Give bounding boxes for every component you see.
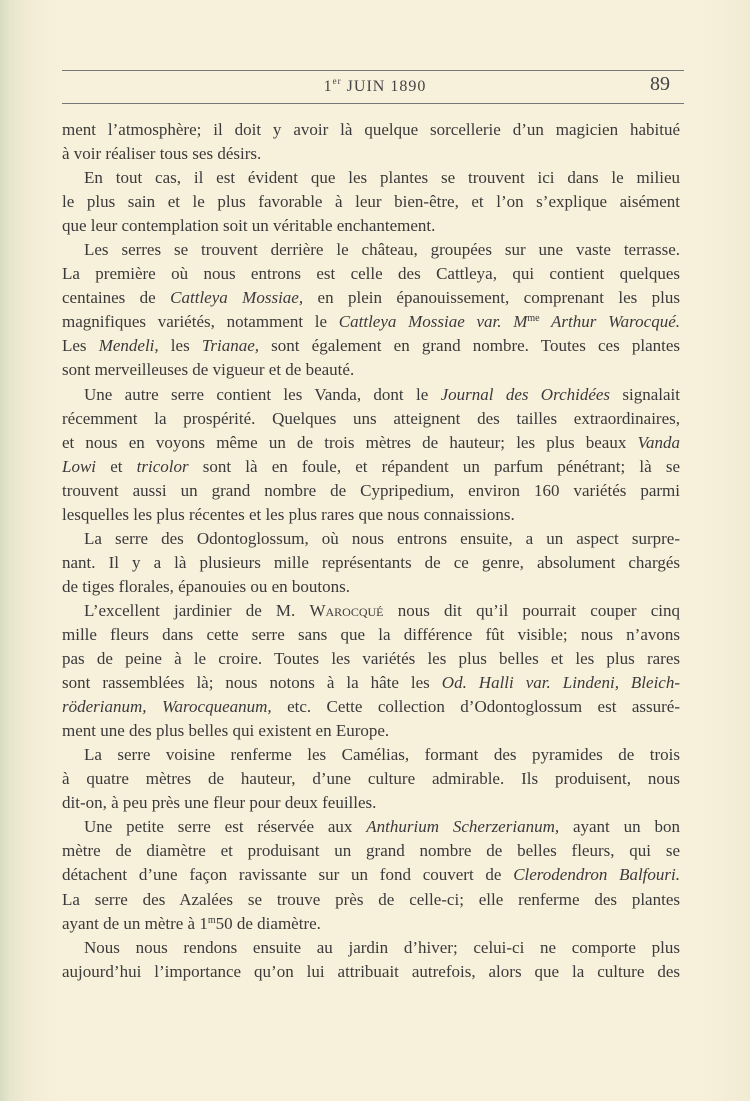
text-line: La serre des Azalées se trouve près de celle-ci; elle renferme des plantes (62, 889, 680, 909)
italic-text: Od. Halli var. Lindeni, Bleich- (441, 673, 680, 693)
header-rule-top (62, 70, 684, 71)
text-fragment: centaines de (62, 288, 171, 308)
text-line: trouvent aussi un grand nombre de Cypripedium, environ 160 variétés parmi (62, 480, 680, 500)
text-line (62, 671, 680, 695)
text-line: La première où nous entrons est celle des Cattleya, qui contient quelques (62, 264, 680, 284)
text-line (62, 431, 680, 455)
text-fragment: détachent d’une façon ravissante sur un fond couvert de (62, 865, 514, 885)
text-line: pas de peine à le croire. Toutes les variétés les plus belles et les plus rares (62, 649, 680, 669)
text-line: nant. Il y a là plusieurs mille représentants de ce genre, absolument chargés (62, 552, 680, 572)
text-fragment: Une autre serre contient les Vanda, dont le (84, 384, 441, 404)
text-line: le plus sain et le plus favorable à leur bien-être, et l’on s’explique aisément (62, 192, 680, 212)
text-fragment: et nous en voyons même un de trois mètres de hauteur; les plus beaux (62, 432, 638, 452)
text-line: Nous nous rendons ensuite au jardin d’hiver; celui-ci ne comporte plus (84, 937, 680, 957)
text-fragment: magnifiques variétés, notamment le (62, 312, 339, 332)
text-line: En tout cas, il est évident que les plantes se trouvent ici dans le milieu (84, 168, 680, 188)
text-fragment: L’excellent jardinier de M. (84, 600, 310, 620)
text-line (62, 863, 680, 887)
text-line: ment une des plus belles qui existent en Europe. (62, 721, 390, 741)
text-line: Les serres se trouvent derrière le château, groupées sur une vaste terrasse. (84, 240, 680, 260)
text-line (62, 599, 680, 623)
text-line: mille fleurs dans cette serre sans que la différence fût visible; nous n’avons (62, 624, 680, 644)
text-fragment: sont également en grand nombre. Toutes ces plantes (259, 336, 680, 356)
text-line (62, 455, 680, 479)
text-fragment: Les (62, 336, 99, 356)
italic-text: Vanda (637, 432, 680, 452)
text-line: récemment la prospérité. Quelques uns atteignent des tailles extraordinaires, (62, 408, 680, 428)
italic-text: Trianae, (201, 336, 260, 356)
text-line (62, 334, 680, 358)
page-number: 89 (650, 73, 670, 95)
italic-text: Anthurium Scherzerianum, (366, 817, 560, 837)
text-fragment: sont rassemblées là; nous notons à la hâte les (62, 673, 442, 693)
italic-text: röderianum, Warocqueanum, (62, 697, 272, 717)
italic-text: Arthur Warocqué. (539, 312, 680, 332)
text-fragment: ayant de un mètre à 1 (62, 913, 208, 933)
italic-text: Lowi (62, 456, 97, 476)
text-line: sont merveilleuses de vigueur et de beauté. (62, 360, 355, 380)
italic-text: Clerodendron Balfouri. (513, 865, 680, 885)
italic-text: Cattleya Mossiae var. M (338, 312, 528, 332)
text-line (62, 310, 680, 334)
text-line: aujourd’hui l’importance qu’on lui attribuait autrefois, alors que la culture des (62, 961, 680, 981)
text-line: La serre voisine renferme les Camélias, formant des pyramides de trois (84, 745, 680, 765)
text-fragment: Une petite serre est réservée aux (84, 817, 367, 837)
text-fragment: 50 de diamètre. (215, 913, 321, 933)
text-fragment: signalait (610, 384, 680, 404)
text-fragment: en plein épanouissement, comprenant les plus (303, 288, 680, 308)
text-fragment: les (158, 336, 202, 356)
text-fragment: Warocqué (309, 600, 384, 620)
text-line (62, 815, 680, 839)
text-line: mètre de diamètre et produisant un grand nombre de belles fleurs, qui se (62, 841, 680, 861)
superscript-text: m (207, 914, 216, 926)
running-head-date (0, 76, 750, 96)
text-line: lesquelles les plus récentes et les plus rares que nous connaissions. (62, 504, 515, 524)
text-fragment: etc. Cette collection d’Odontoglossum est assuré- (271, 697, 680, 717)
text-line: à quatre mètres de hauteur, d’une culture admirable. Ils produisent, nous (62, 769, 680, 789)
text-fragment: ayant un bon (559, 817, 680, 837)
text-line: La serre des Odontoglossum, où nous entrons ensuite, a un aspect surpre- (84, 528, 680, 548)
text-line (62, 286, 680, 310)
superscript-text: me (527, 313, 540, 325)
text-line: de tiges florales, épanouies ou en boutons. (62, 576, 350, 596)
body-text (62, 118, 680, 984)
date-superscript: er (332, 76, 342, 86)
header-rule-bottom (62, 103, 684, 104)
date-rest: JUIN 1890 (346, 78, 427, 95)
text-line: ment l’atmosphère; il doit y avoir là quelque sorcellerie d’un magicien habitué (62, 120, 680, 139)
text-line: dit-on, à peu près une fleur pour deux feuilles. (62, 793, 377, 813)
text-line: que leur contemplation soit un véritable enchantement. (62, 216, 436, 236)
text-line (62, 695, 680, 719)
text-fragment: nous dit qu’il pourrait couper cinq (383, 600, 680, 620)
italic-text: Mendeli, (98, 336, 159, 356)
italic-text: Journal des Orchidées (440, 384, 611, 404)
text-line (62, 383, 680, 407)
italic-text: Cattleya Mossiae, (170, 288, 304, 308)
text-fragment: et (96, 456, 137, 476)
date-day: 1 (323, 78, 333, 95)
italic-text: tricolor (136, 456, 189, 476)
text-line (62, 912, 680, 936)
text-fragment: sont là en foule, et répandent un parfum pénétrant; là se (188, 456, 680, 476)
text-line: à voir réaliser tous ses désirs. (62, 144, 262, 164)
